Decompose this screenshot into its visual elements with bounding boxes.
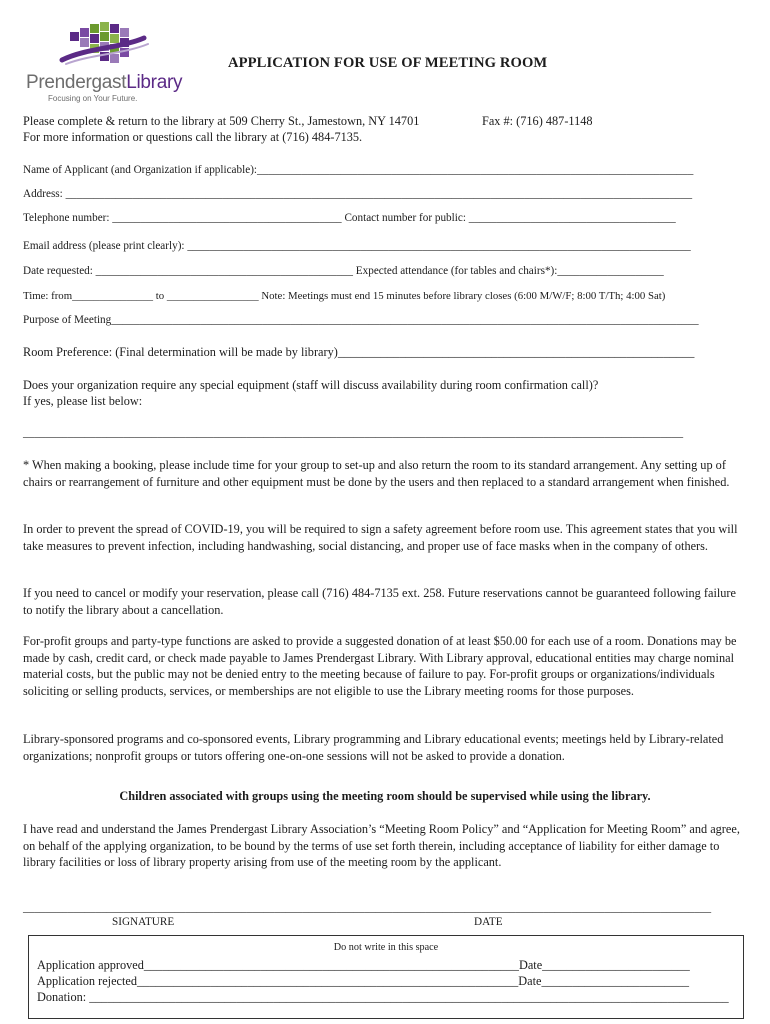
signature-line[interactable]: ___________________________________________________________________________________________________________________________ [23, 902, 712, 914]
applicant-name-field[interactable]: Name of Applicant (and Organization if applicable):______________________________________________________________________________ [23, 164, 694, 176]
covid-note: In order to prevent the spread of COVID-19, you will be required to sign a safety agreement before room use. This agreement states that you will take measures to prevent infection, including handwashing, social distancing, and proper use of face masks when in the company of others. [23, 522, 738, 553]
date-label: DATE [474, 916, 503, 928]
equipment-list-prompt: If yes, please list below: [23, 394, 143, 408]
return-address-text: Please complete & return to the library at 509 Cherry St., Jamestown, NY 14701 [23, 114, 420, 128]
contact-info-text: For more information or questions call the library at (716) 484-7135. [23, 130, 363, 144]
agreement-statement: I have read and understand the James Prendergast Library Association’s “Meeting Room Policy” and “Application for Meeting Room” and agree, on behalf of the applying organization, to be bound by the terms of use set forth therein, including acceptance of liability for either damage to library facilities or loss of library property arising from use of the meeting room by the applicant. [23, 822, 740, 870]
application-rejected-field[interactable]: Application rejected______________________________________________________________Date________________________ [37, 974, 690, 988]
donation-field[interactable]: Donation: ________________________________________________________________________________________________________ [37, 990, 729, 1004]
address-field[interactable]: Address: ________________________________________________________________________________________________________________ [23, 188, 693, 200]
application-approved-field[interactable]: Application approved_____________________________________________________________Date________________________ [37, 958, 690, 972]
office-use-header: Do not write in this space [333, 942, 439, 953]
for-profit-note: For-profit groups and party-type functions are asked to provide a suggested donation of at least $50.00 for each use of a room. Donations may be made by cash, credit card, or check made payable to James Prendergast Library. With Library approval, educational entities may charge nominal material costs, but the public may not be denied entry to the meeting because of failure to pay. For-profit groups or organizations/individuals soliciting or selling products, services, or memberships are not eligible to use the Library meeting rooms for those purposes. [23, 634, 737, 698]
room-preference-field[interactable]: Room Preference: (Final determination will be made by library)__________________________________________________________ [23, 345, 695, 359]
booking-note: * When making a booking, please include time for your group to set-up and also return the room to its standard arrangement. Any setting up of chairs or rearrangement of furniture and other equipment must be done by the users and then replaced to a standard arrangement when finished. [23, 458, 730, 489]
equipment-list-field[interactable]: ______________________________________________________________________________________________________________________ [23, 427, 684, 439]
fax-number-text: Fax #: (716) 487-1148 [482, 114, 593, 128]
sponsored-note: Library-sponsored programs and co-sponsored events, Library programming and Library educational events; meetings held by Library-related organizations; nonprofit groups or tutors offering one-on-one sessions will not be asked to provide a donation. [23, 732, 724, 763]
logo-name-library: Library [126, 72, 183, 93]
library-logo [26, 18, 183, 104]
email-field[interactable]: Email address (please print clearly): __________________________________________________________________________________________ [23, 240, 691, 252]
cancellation-note: If you need to cancel or modify your reservation, please call (716) 484-7135 ext. 258. Future reservations cannot be guaranteed following failure to notify the library about a cancellation. [23, 586, 736, 617]
date-requested-field[interactable]: Date requested: ______________________________________________ Expected attendance (for tables and chairs*):___________________ [23, 265, 664, 277]
office-use-box [28, 935, 744, 1019]
purpose-field[interactable]: Purpose of Meeting_________________________________________________________________________________________________________ [23, 314, 699, 326]
time-field[interactable]: Time: from_______________ to _________________ Note: Meetings must end 15 minutes before library closes (6:00 M/W/F; 8:00 T/Th; 4:00 Sat) [23, 290, 666, 302]
children-supervision-note: Children associated with groups using the meeting room should be supervised while using the library. [119, 789, 651, 803]
telephone-field[interactable]: Telephone number: _________________________________________ Contact number for public: _____________________________________ [23, 212, 676, 224]
signature-label: SIGNATURE [112, 916, 175, 928]
logo-mark-icon [26, 18, 176, 78]
logo-name-prendergast: Prendergast [26, 72, 127, 93]
equipment-question: Does your organization require any special equipment (staff will discuss availability during room confirmation call)? [23, 378, 599, 392]
page-title: APPLICATION FOR USE OF MEETING ROOM [228, 55, 548, 71]
logo-tagline: Focusing on Your Future. [48, 94, 138, 103]
